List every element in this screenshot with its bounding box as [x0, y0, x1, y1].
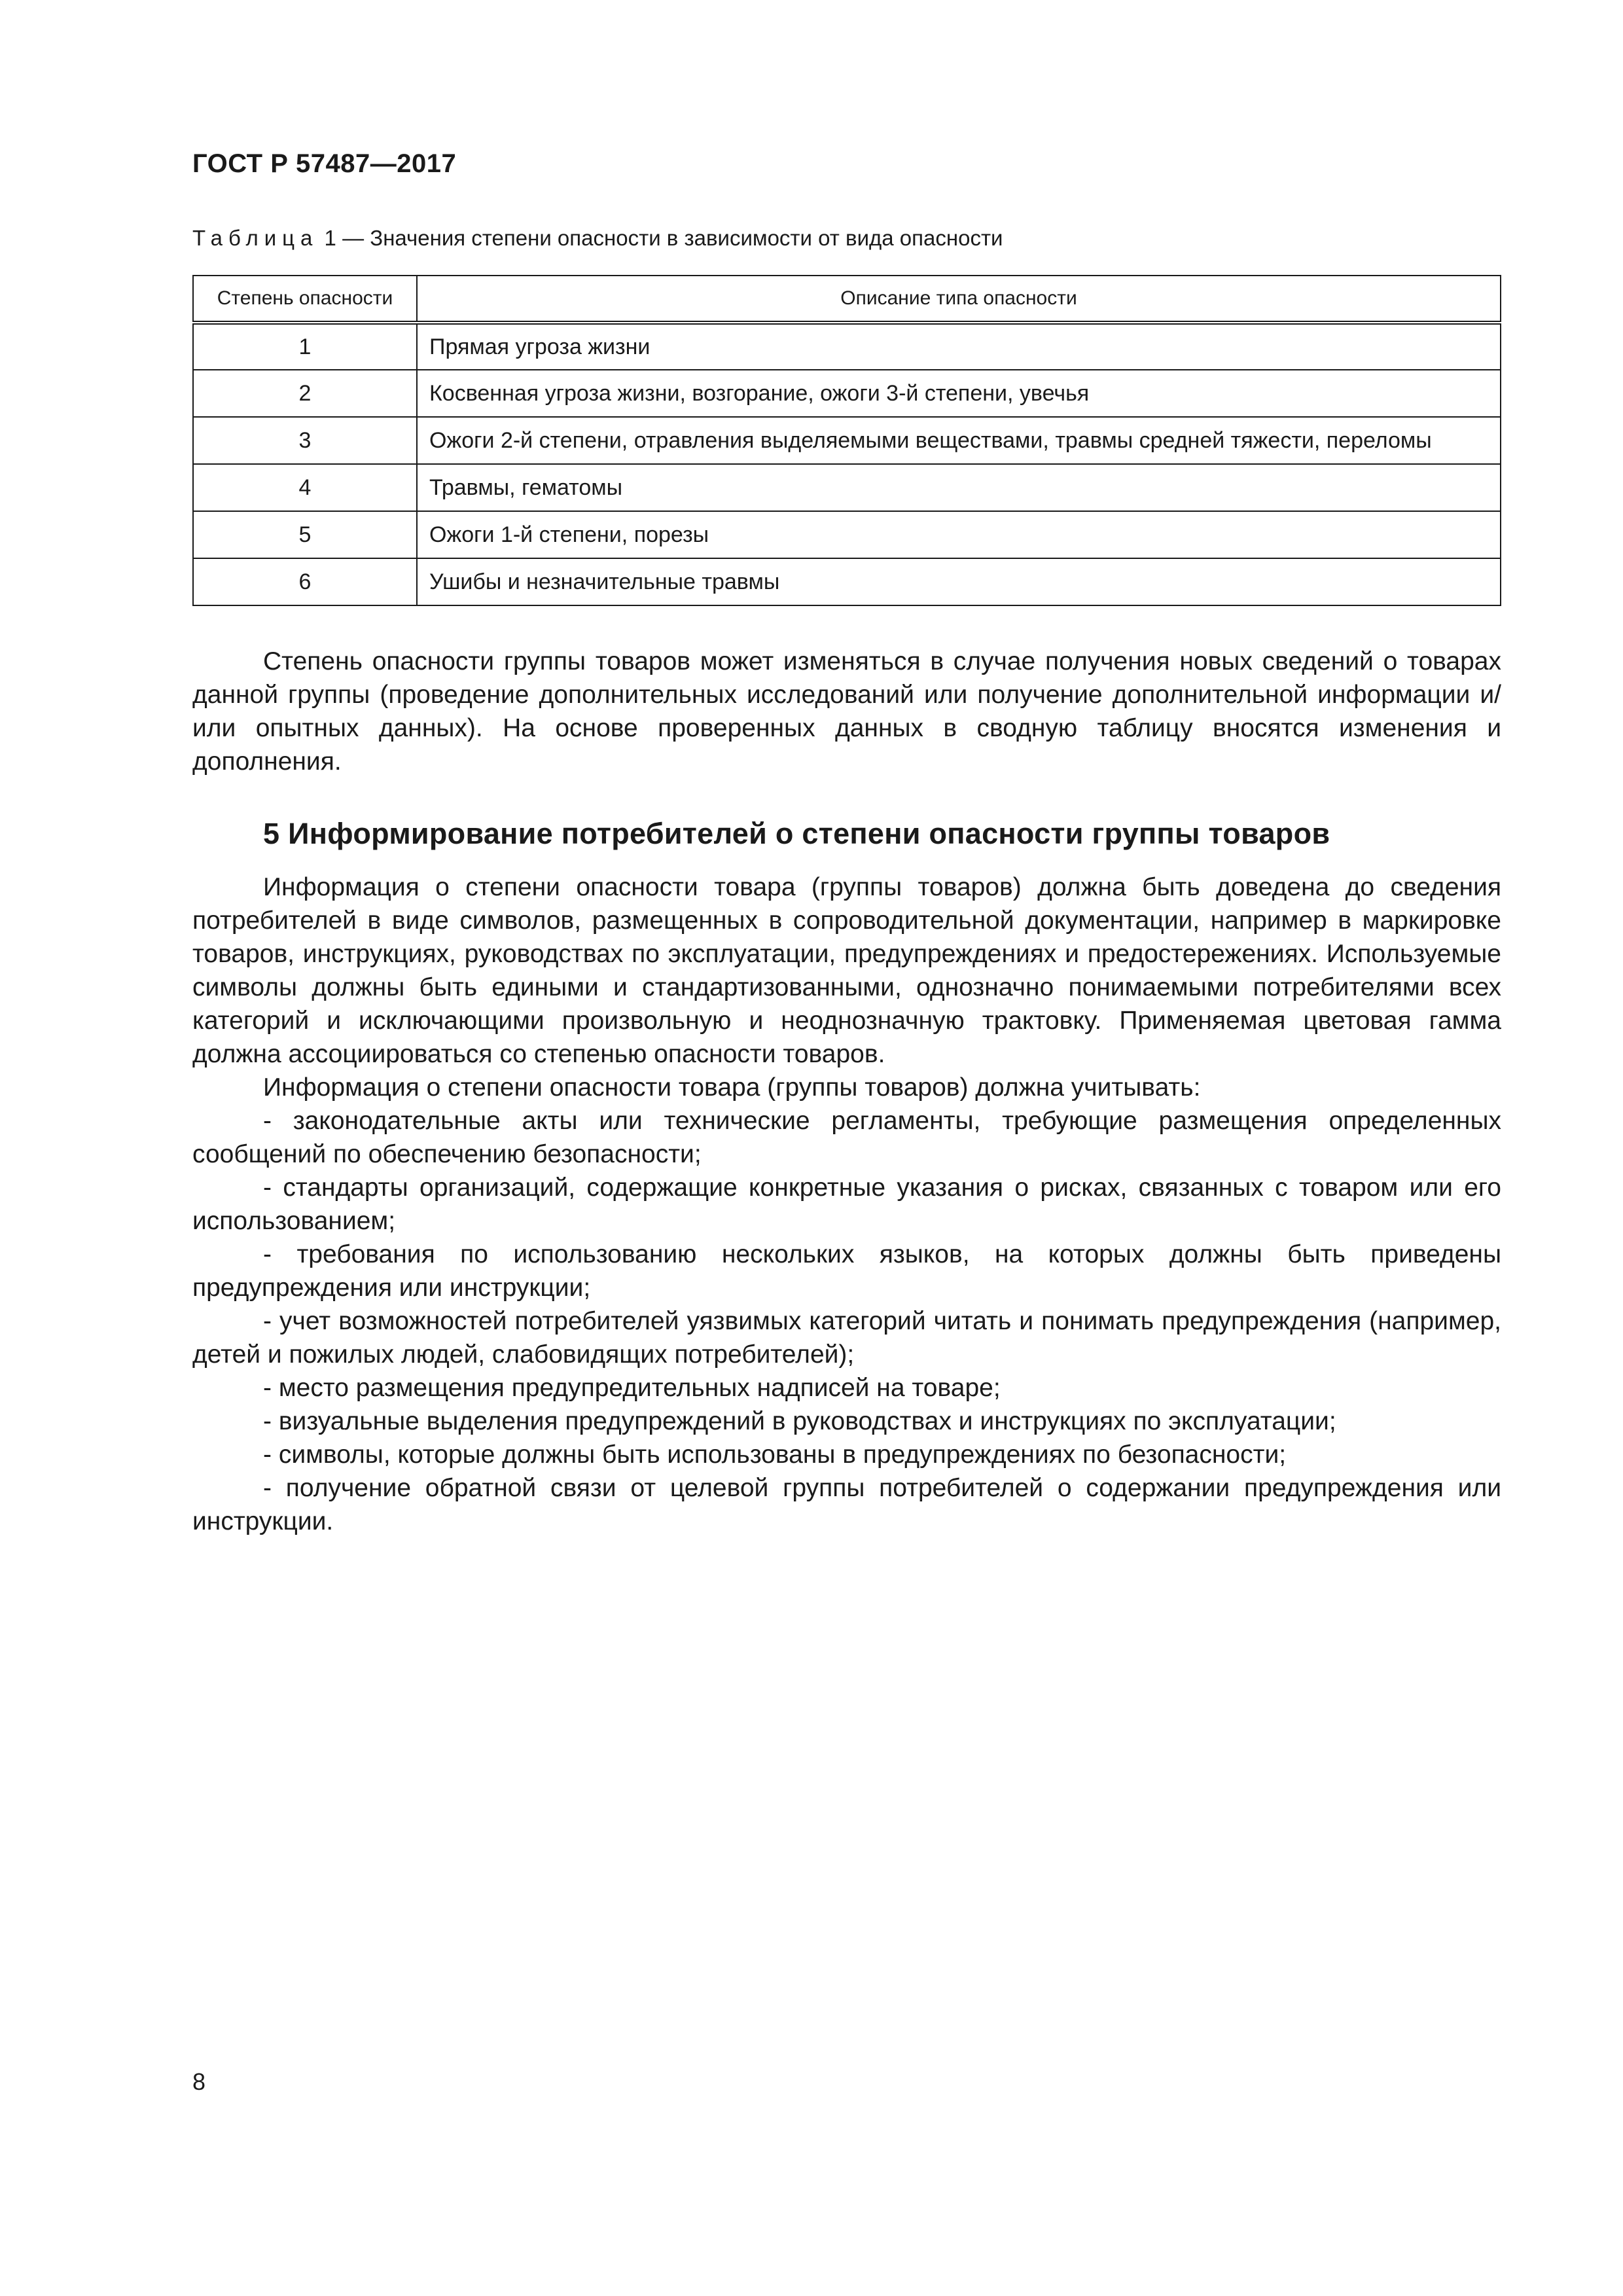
list-item: - визуальные выделения предупреждений в руководствах и инструкциях по эксплуатации;: [263, 1407, 1336, 1435]
description-cell: Травмы, гематомы: [417, 464, 1501, 511]
section-paragraph: Информация о степени опасности товара (группы товаров) должна учитывать:: [263, 1073, 1201, 1102]
table-row: [193, 464, 1501, 511]
section-heading: 5 Информирование потребителей о степени опасности группы товаров: [263, 817, 1330, 850]
section-paragraph: Информация о степени опасности товара (группы товаров) должна быть доведена до сведения потребителей в виде символов, размещенных в сопроводительной документации, например в маркировке товаров, инструкциях, руководствах по эксплуатации, предупреждениях и предостережениях. Используемые символы должны быть едиными и стандартизованными, однозначно понимаемыми потребителями всех категорий и исключающими произвольную и неоднозначную трактовку. Применяемая цветовая гамма должна ассоциироваться со степенью опасности товаров.: [192, 873, 1501, 1068]
description-cell: Косвенная угроза жизни, возгорание, ожоги 3-й степени, увечья: [417, 370, 1501, 417]
description-cell: Прямая угроза жизни: [417, 323, 1501, 370]
table-row: [193, 370, 1501, 417]
list-item: - символы, которые должны быть использованы в предупреждениях по безопасности;: [263, 1441, 1287, 1469]
table-row: [193, 558, 1501, 605]
table-row: [193, 323, 1501, 370]
table-row: [193, 417, 1501, 464]
column-header-degree: Степень опасности: [193, 276, 417, 323]
table-caption-text: — Значения степени опасности в зависимости от вида опасности: [336, 226, 1003, 250]
hazard-degree-table: [192, 275, 1501, 606]
table-row: [193, 511, 1501, 558]
column-header-description: Описание типа опасности: [417, 276, 1501, 323]
list-item: - законодательные акты или технические регламенты, требующие размещения определенных сообщений по обеспечению безопасности;: [192, 1107, 1501, 1168]
after-table-text: [192, 645, 1501, 778]
list-item: - место размещения предупредительных надписей на товаре;: [263, 1374, 1001, 1402]
after-table-paragraph: Степень опасности группы товаров может изменяться в случае получения новых сведений о товарах данной группы (проведение дополнительных исследований или получение дополнительной информации и/или опытных данных). На основе проверенных данных в сводную таблицу вносятся изменения и дополнения.: [192, 647, 1501, 776]
standard-code: ГОСТ Р 57487—2017: [192, 149, 457, 178]
degree-cell: 2: [193, 370, 417, 417]
section-body: [192, 870, 1501, 1538]
table-caption-label: Таблица: [192, 226, 319, 250]
page-number: 8: [192, 2068, 206, 2095]
list-item: - учет возможностей потребителей уязвимых категорий читать и понимать предупреждения (например, детей и пожилых людей, слабовидящих потребителей);: [192, 1307, 1501, 1369]
table-caption-number: 1: [318, 226, 336, 250]
degree-cell: 6: [193, 558, 417, 605]
degree-cell: 3: [193, 417, 417, 464]
list-item: - получение обратной связи от целевой группы потребителей о содержании предупреждения или инструкции.: [192, 1474, 1501, 1535]
degree-cell: 1: [193, 323, 417, 370]
list-item: - стандарты организаций, содержащие конкретные указания о рисках, связанных с товаром или его использованием;: [192, 1174, 1501, 1235]
degree-cell: 4: [193, 464, 417, 511]
description-cell: Ожоги 2-й степени, отравления выделяемыми веществами, травмы средней тяжести, переломы: [417, 417, 1501, 464]
table-caption: [192, 226, 1003, 251]
description-cell: Ожоги 1-й степени, порезы: [417, 511, 1501, 558]
list-item: - требования по использованию нескольких языков, на которых должны быть приведены предупреждения или инструкции;: [192, 1240, 1501, 1302]
degree-cell: 5: [193, 511, 417, 558]
description-cell: Ушибы и незначительные травмы: [417, 558, 1501, 605]
table-header-row: [193, 276, 1501, 323]
